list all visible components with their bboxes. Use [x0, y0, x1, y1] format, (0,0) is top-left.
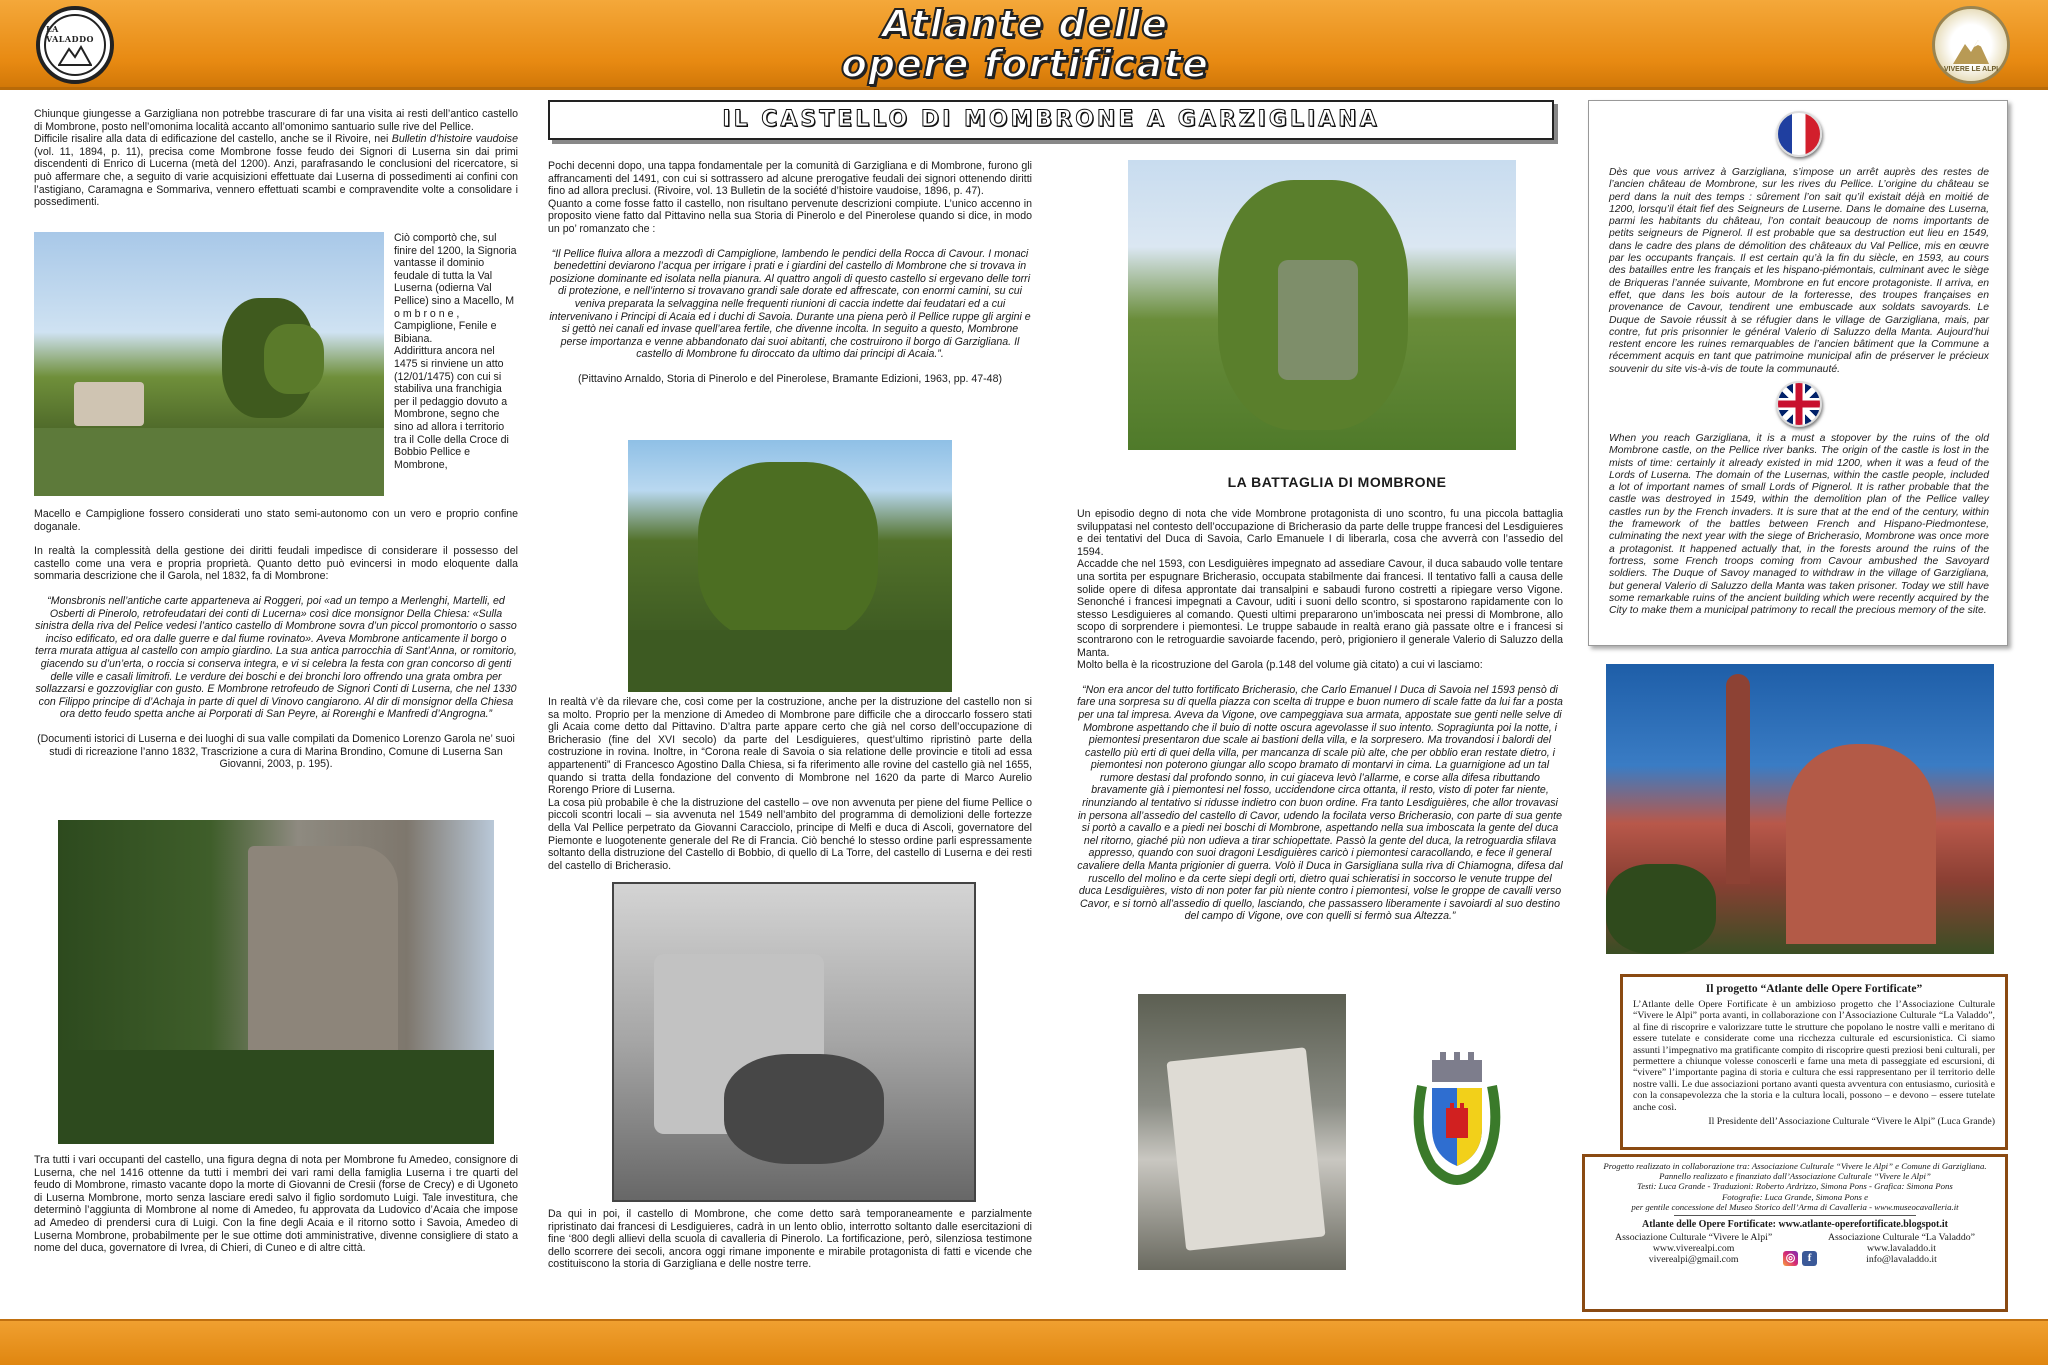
logo-left-text: LA VALADDO: [46, 24, 94, 44]
poster-title: [700, 4, 1350, 84]
french-translation: Dès que vous arrivez à Garzigliana, s’impose un arrêt auprès des restes de l’ancien château de Mombrone, sur les rives du Pellice. L’origine du château se perd dans la nuit des temps : sûrement l’on sait qu’il existait déjà en moitié de 1200, lorsqu’il était fief des Seigneurs de Luserne. Dans le domaine des Luserna, parmi les habitants du château, l’on contait beaucoup de noms importants de petits seigneurs de Pignerol. Il est probable que sa destruction eut lieu en 1549, dans le cadre des plans de démolition des châteaux du Val Pellice, mis en œuvre par les occupants français. Il est certain qu’à la fin du siècle, en 1593, au cours des batailles entre les français et les hispano-piémontais, culminant avec le siège de Briqueras l’année suivante, Mombrone en fut encore protagoniste. Il arriva, en effet, que dans les bois autour de la forteresse, des troupes françaises en provenance de Cavour, tendirent une embuscade aux soldats savoyards. Le Duque de Savoie réussit à se réfugier dans le village de Garzigliana, mais, par contre, fut pris prisonnier le général Valerio di Saluzzo della Manta. Aujourd’hui restent encore les ruines remarquables de l’ancien bâtiment que la Commune a récemment acquis en tant que patrimoine municipal afin de préserver le précieux souvenir du site vis-à-vis de toute la communauté.: [1609, 167, 1989, 375]
column-1-body: [34, 508, 518, 771]
castle-photo-2: [628, 440, 952, 692]
paragraph: Ciò comportò che, sul finire del 1200, la Signoria vantasse il dominio feudale di tutta la Val Luserna (odierna Val Pellice) sino a Macello, M o m b r o n e , Campiglione, Fenile e Bibiana.: [394, 232, 517, 345]
paragraph: In realtà v’è da rilevare che, così come per la costruzione, anche per la distruzione del castello non si sa molto. Proprio per la menzione di Amedeo di Mombrone pare difficile che a diroccarlo fossero stati gli Acaia come detto dal Pittavino. D’altra parte appare certo che già nel corso dell’occupazione di Bricherasio (fine del XVI secolo) da parte del Lesdiguieres, quest’ultimo ripristinò parte della costruzione in rovina. Inoltre, in “Corona reale di Savoia o sia relatione delle provincie e titoli ad essa appartenenti” di Francesco Agostino Dalla Chiesa, si fa riferimento alle rovine del castello già nel 1655, quando si tratta della fondazione del convento di Mombrone nel 1620 da parte di Marco Aurelio Rorengo Priore di Luserna.: [548, 696, 1032, 797]
project-signature: Il Presidente dell’Associazione Culturale “Vivere le Alpi” (Luca Grande): [1708, 1116, 1995, 1128]
facebook-icon[interactable]: f: [1802, 1251, 1817, 1266]
battle-heading: LA BATTAGLIA DI MOMBRONE: [1227, 474, 1447, 490]
title-line-1: Atlante delle: [881, 2, 1169, 46]
column-3-body: [1077, 508, 1563, 923]
association-email[interactable]: info@lavaladdo.it: [1866, 1254, 1937, 1266]
paragraph: Difficile risalire alla data di edificazione del castello, anche se il Rivoire, nei Bulletin d’histoire vaudoise (vol. 11, 1894, p. 11), precisa come Mombrone fosse feudo dei Signori di Luserna sin dai primi discendenti di Enrico di Lucerna (metà del 1200). Anzi, parafrasando le conclusioni del ricercatore, si può affermare che, a seguito di varie acquisizioni effettuate dai Luserna di possedimenti ai confini con l’astigiano, Caramagna e Sommariva, vennero effettuati scambi e compravendite volte a consolidare i possedimenti.: [34, 133, 518, 209]
english-translation: When you reach Garzigliana, it is a must a stopover by the ruins of the old Mombrone castle, on the Pellice river banks. The origin of the castle is lost in the mists of time: certainly it already existed in mid 1200, when it was a feud of the Lords of Luserna. The domain of the Lusernas, within the castle people, included a lot of important names of small Lords of Pignerol. It is rather probable that the castle was destroyed in 1549, within the demolition plan of the Pellice valley castles run by the French invaders. It is sure that at the end of the century, within the framework of the battles between French and Hispano-Piedmontese, culminating the next year with the siege of Bricherasio, Mombrone was once more a protagonist. It happened actually that, in the forests around the ruins of the fortress, some French troops coming from Cavour ambushed the Savoyard soldiers. The Duque of Savoy managed to withdraw in the village of Garzigliana, but general Valerio di Saluzzo della Manta was taken prisoner. Today we still have some remarkable ruins of the ancient building which were recently acquired by the City to make them a municipal patrimony to recall the precious memory of the site.: [1609, 433, 1989, 617]
coat-of-arms-icon: [1402, 1046, 1512, 1196]
logo-right-text: VIVERE LE ALPI: [1943, 66, 1999, 73]
paragraph: Chiunque giungesse a Garzigliana non potrebbe trascurare di far una visita ai resti dell’antico castello di Mombrone, posto nell’omonima località accanto all’omonimo santuario sulle rive del Pellice.: [34, 108, 518, 133]
paragraph: In realtà la complessità della gestione dei diritti feudali impedisce di considerare il possesso del castello come una vera e propria proprietà. Quanto detto può evincersi in modo eloquente dalla sommaria descrizione che il Garola, nel 1832, fa di Mombrone:: [34, 545, 518, 583]
paragraph: Pochi decenni dopo, una tappa fondamentale per la comunità di Garzigliana e di Mombrone, furono gli affrancamenti del 1491, con cui si sottrassero ad alcune prerogative feudali dei signori ottenendo diritti fino ad allora preclusi. (Rivoire, vol. 13 Bulletin de la société d’histoire vaudoise, 1896, p. 47).: [548, 160, 1032, 198]
association-website[interactable]: www.lavaladdo.it: [1866, 1243, 1936, 1255]
quote-source: (Documenti istorici di Luserna e dei luoghi di sua valle compilati da Domenico Lorenzo Garola ne’ suoi studi di ricreazione l’anno 1832, Trascrizione a cura di Marina Brondino, Comune di Luserna San Giovanni, 2003, p. 195).: [37, 732, 515, 771]
association-email[interactable]: viverealpi@gmail.com: [1648, 1254, 1739, 1266]
memorial-plaque-photo: [1138, 994, 1346, 1270]
column-2-top: [548, 160, 1032, 386]
footer-bar: [0, 1319, 2048, 1365]
la-valaddo-logo: [36, 6, 114, 84]
paragraph: Macello e Campiglione fossero considerati uno stato semi-autonomo con un vero e proprio confine doganale.: [34, 508, 518, 533]
paragraph: Da qui in poi, il castello di Mombrone, che come detto sarà temporaneamente e parzialmente ripristinato dai francesi di Lesdiguieres, cadrà in un lento oblio, interrotto soltanto dalle esercitazioni di fine ‘800 degli allievi della scuola di cavalleria di Pinerolo. La fortificazione, però, silenziosa testimone dello scorrere dei secoli, ancora oggi rimane imponente e mirabile protagonista di fatti e vicende che costituiscono la storia di Garzigliana e delle nostre terre.: [548, 1208, 1032, 1271]
castle-photo-3: [1128, 160, 1516, 450]
project-title: Il progetto “Atlante delle Opere Fortificate”: [1705, 983, 1923, 995]
column-1-bottom: [34, 1154, 518, 1255]
title-line-2: opere fortificate: [840, 42, 1210, 86]
quote-source: (Pittavino Arnaldo, Storia di Pinerolo e del Pinerolese, Bramante Edizioni, 1963, pp. 47-48): [578, 372, 1002, 385]
section-title: IL CASTELLO DI MOMBRONE A GARZIGLIANA: [548, 100, 1554, 140]
credit-line: Pannello realizzato e finanziato dall’Associazione Culturale “Vivere le Alpi”: [1659, 1171, 1931, 1182]
garola-quote: “Monsbronis nell’antiche carte appartenevа ai Roggeri, poi «ad un tempo a Merlenghi, Martelli, ed Osberti di Pinerolo, retrofeudatari dei conti di Lucerna» così dice monsignor Della Chiesa: «Sulla sinistra della riva del Pelice vedesi l’antico castello di Mombrone sovra d’un piccol promontorio o sasso inciso edificato, ed ora dalle guerre e dal fiume rovinato». Aveva Mombrone anticamente il borgo o terra murata attigua al castello con ampio giardino. La sua antica parrocchia di Sant’Anna, or romitorio, giacendo su d’un’erta, o roccia si conserva integra, e vi si celebra la festa con gran concorso di genti delle ville e casali limitrofi. Le verdure dei boschi e dei bronchi loro offrendo una grata ombra per sollazzarsi e gozzovigliar con gusto. E Mombrone retrofeudo de Signori Conti di Luserna, che nel 1330 con Filippo principe di d’Achaja in parte di quel di Vinovo cangiarono. Al dir di monsignor della Chiesa ora detto feudo spetta anche ai Porporati di San Peyre, ai Roreнghi e Manfredi d’Angrogna.”: [35, 594, 517, 721]
credit-line: Progetto realizzato in collaborazione tra: Associazione Culturale “Vivere le Alpi” e Comune di Garzigliana.: [1603, 1161, 1987, 1171]
column-2-bottom: [548, 1208, 1032, 1271]
column-2-mid: [548, 696, 1032, 872]
association-name: Associazione Culturale “Vivere le Alpi”: [1615, 1232, 1773, 1244]
credit-line: Fotografie: Luca Grande, Simona Pons e: [1721, 1191, 1869, 1202]
paragraph: Molto bella è la ricostruzione del Garola (p.148 del volume già citato) a cui vi lasciamo:: [1077, 659, 1483, 672]
paragraph: Tra tutti i vari occupanti del castello, una figura degna di nota per Mombrone fu Amedeo, consignore di Luserna, che nel 1416 ottenne da tutti i membri dei vari rami della famiglia Luserna i tre quarti del feudo di Mombrone, rimasto vacante dopo la morte di Giovanni de Cresii (forse de Crecy) e di Ugoneto di Luserna Mombrone, morto senza lasciare eredi salvo il figlio sordomuto Luigi. Tale investitura, che determinò l’aggiunta di Mombrone al nome di Amedeo, fu approvata da Ludovico d’Acaia che impose ad Amedeo di prendersi cura di Luigi. Con la fine degli Acaia e il ritorno sotto i Savoia, Amedeo di Luserna Mombrone, probabilmente per le sue ottime doti amministrative, divenne consigliere di stato a nome del duca, governatore di Ivrea, di Chieri, di Cuneo e di altre città.: [34, 1154, 518, 1255]
column-1-side: [394, 232, 518, 471]
flag-france-icon: [1776, 111, 1822, 157]
tower-ruin-photo: [58, 820, 494, 1144]
pittavino-quote: “Il Pellice fluiva allora a mezzodì di Campiglione, lambendo le pendici della Rocca di Cavour. I monaci benedettini deviarono l’acqua per irrigare i prati e i giardini del castello di Mombrone che si trovava in posizione dominante ed isolata nella pianura. Al quattro angoli di questo castello si ergevano delle torri di protezione, e nell’interno si trovavano grandi sale dorate ed affrescate, con enormi camini, su cui veniva preparata la selvaggina nelle frequenti riunioni di caccia indette dai feudatari ed a cui intervenivano i Principi di Acaia ed i duchi di Savoia. Durante una piena però il Pellice ruppe gli argini e si gettò nei canali ed invase quell’area fertile, che divenne incolta. In seguito a questo, Mombrone perse importanza e venne abbandonato dai suoi abitanti, che costruirono il borgo di Garzigliana. Il castello di Mombrone fu diroccato da ultimo dai principi di Acaia.”.: [549, 247, 1031, 361]
instagram-icon[interactable]: ◎: [1783, 1251, 1798, 1266]
association-name: Associazione Culturale “La Valaddo”: [1827, 1232, 1975, 1244]
project-description: L’Atlante delle Opere Fortificate è un ambizioso progetto che l’Associazione Culturale “Vivere le Alpi” porta avanti, in collaborazione con l’Associazione Culturale “La Valaddo”, al fine di riscoprire e valorizzare tutte le strutture che popolano le nostre valli e meritano di essere tutelate e considerate come una ricchezza culturale ed escursionistica. Ci siamo assunti l’impegnativo ma gratificante compito di riscoprire questi preziosi beni culturali, per permettere a chiunque volesse conoscerli e farne una meta di passeggiate ed escursioni, di “vivere” l’importante pagina di storia e cultura che essi rappresentano per il territorio delle nostre valli. Le due associazioni portano avanti questa avventura con entusiasmo, curiosità e con la consapevolezza che la storia e la cultura locali, possono – e devono – essere tutelate anche così.: [1633, 999, 1995, 1113]
alps-icon: [1951, 36, 1991, 66]
credit-line: per gentile concessione del Museo Storico dell’Arma di Cavalleria - www.museocavalleria.it: [1631, 1201, 1959, 1212]
vivere-le-alpi-logo: [1932, 6, 2010, 84]
battle-quote: “Non era ancor del tutto fortificato Bricherasio, che Carlo Emanuel I Duca di Savoia nel 1593 pensò di fare una sorpresa su di quella piazza con scelta di truppe e buon numero di scale fatte da lui far a posta per una tal impresa. Aveva da Vigone, ove campeggiava sua armata, appostate sue genti nelle selve di Mombrone aspettando che il buio di notte oscura agevolasse il suo intento. Sopragiunta poi la notte, i piemontesi presentaron due scale ai bastioni della villa, e la sorpresero. Ma trovandosi i balordi del castello più erti di quei della villa, per mancanza di scale più alte, che per obblio eran restate dietro, i piemontesi non poterono giungar allo scopo bramato di montarvi in cima. La guarnigione ad un tal rumore destasi dal profondo sonno, in cui giaceva levò l’allarme, e corse alla difesa ributtando bravamente già i piemontesi nel fosso, uccidendone circa ottanta, il resto, visto di poter far niente, rinunziando al tentativo si ridusse indietro con buon ordine. Fra tanto Lesdiguières, che allor trovavasi in persona all’assedio del castello di Cavor, udendo la focilata verso Bricherasio, con parte di sua gente si portò a cavallo e a piedi nei boschi di Mombrone, aspettando nella sua imboscata la gente del duca nel ritorno, giaché più non udieva a tirar schiopettate. Passò la gente del duca, la retroguardia sfilava appresso, quando con suoi dragoni Lesdiguières caricò i piemontesi caracollando, e fece il general cavaliere della Manta prigionier di guerra. Volò il Duca in Garsigliana sulla riva di Chiamogna, difesa dal ruscello del molino e da certe siepi degli orti, dietro quai schieratisi in soccorso le venute truppe del duca Lesdiguières, visto di non poter far più niente contro i piemontesi, volse le groppe de cavalli verso Cavor, e si tornò all’assedio di quello, lasciando, che passassero liberamente i savoiardi al suo destino del campo di Vigone, ove con quelli si fermò sua Altezza.”: [1077, 683, 1563, 923]
paragraph: La cosa più probabile è che la distruzione del castello – ove non avvenuta per piene del fiume Pellice o piccoli scontri locali – sia avvenuta nel 1549 nell’ambito del programma di demolizioni delle fortezze della Val Pellice perpetrato da Giovanni Caracciolo, principe di Melfi e duca di Ascoli, governatore del Piemonte e luogotenente generale del Re di Francia. Ciò benché lo stesso ordine parli espressamente soltanto della distruzione del Castello di Bobbio, di quello di La Torre, del castello di Luserna e dei resti del castello di Bricherasio.: [548, 796, 1032, 872]
credit-line: Testi: Luca Grande - Traduzioni: Roberto Ardrizzo, Simona Pons - Grafica: Simona Pons: [1637, 1181, 1953, 1192]
column-1-intro: [34, 108, 518, 209]
project-box: [1620, 974, 2008, 1150]
paragraph: Un episodio degno di nota che vide Mombrone protagonista di uno scontro, fu una piccola battaglia sviluppatasi nel contesto dell’occupazione di Bricherasio da parte delle truppe francesi del Lesdiguieres e dei tentativi del Duca di Savoia, Carlo Emanuele I di liberarla, cosa che avverrà con l’assedio del 1594.: [1077, 508, 1563, 558]
paragraph: Quanto a come fosse fatto il castello, non risultano pervenute descrizioni compiute. L’unico accenno in proposito viene fatto dal Pittavino nella sua Storia di Pinerolo e del Pinerolese quando si dice, in modo un po’ romanzato che :: [548, 197, 1032, 235]
paragraph: Addirittura ancora nel 1475 si rinviene un atto (12/01/1475) con cui si stabiliva una franchigia per il pedaggio dovuto a Mombrone, segno che sino ad allora i territorio tra il Colle della Croce di Bobbio Pellice e Mombrone,: [394, 345, 509, 471]
historic-cavalry-photo: [612, 882, 976, 1202]
castle-photo-1: [34, 232, 384, 496]
translations-box: [1588, 100, 2008, 646]
association-website[interactable]: www.viverealpi.com: [1652, 1243, 1735, 1255]
flag-uk-icon: [1776, 381, 1822, 427]
paragraph: Accadde che nel 1593, con Lesdiguières impegnato ad assediare Cavour, il duca sabaudo volle tentare una sortita per espugnare Bricherasio, occupata stabilmente dai francesi. Il tentativo fallì a causa delle solide opere di difesa approntate dai transalpini e sabaudi furono costretti a ripiegare verso Vigone. Senonché i francesi impegnati a Cavour, uditi i suoni dello scontro, si spostarono rapidamente con lo stesso Lesdiguieres al comando. Questi ultimi prepararono un’imboscata nei pressi di Mombrone, allo scopo di sorprendere i piemontesi. Le truppe sabaude in realtà erano già passate oltre e i francesi si scontrarono con le retroguardie savoiarde facendo, però, prigioniero il generale Valerio di Saluzzo della Manta.: [1077, 558, 1563, 659]
church-photo: [1606, 664, 1994, 954]
atlante-website-link[interactable]: Atlante delle Opere Fortificate: www.atlante-operefortificate.blogspot.it: [1642, 1219, 1948, 1231]
credits-box: [1582, 1154, 2008, 1312]
mountain-icon: [58, 44, 92, 66]
